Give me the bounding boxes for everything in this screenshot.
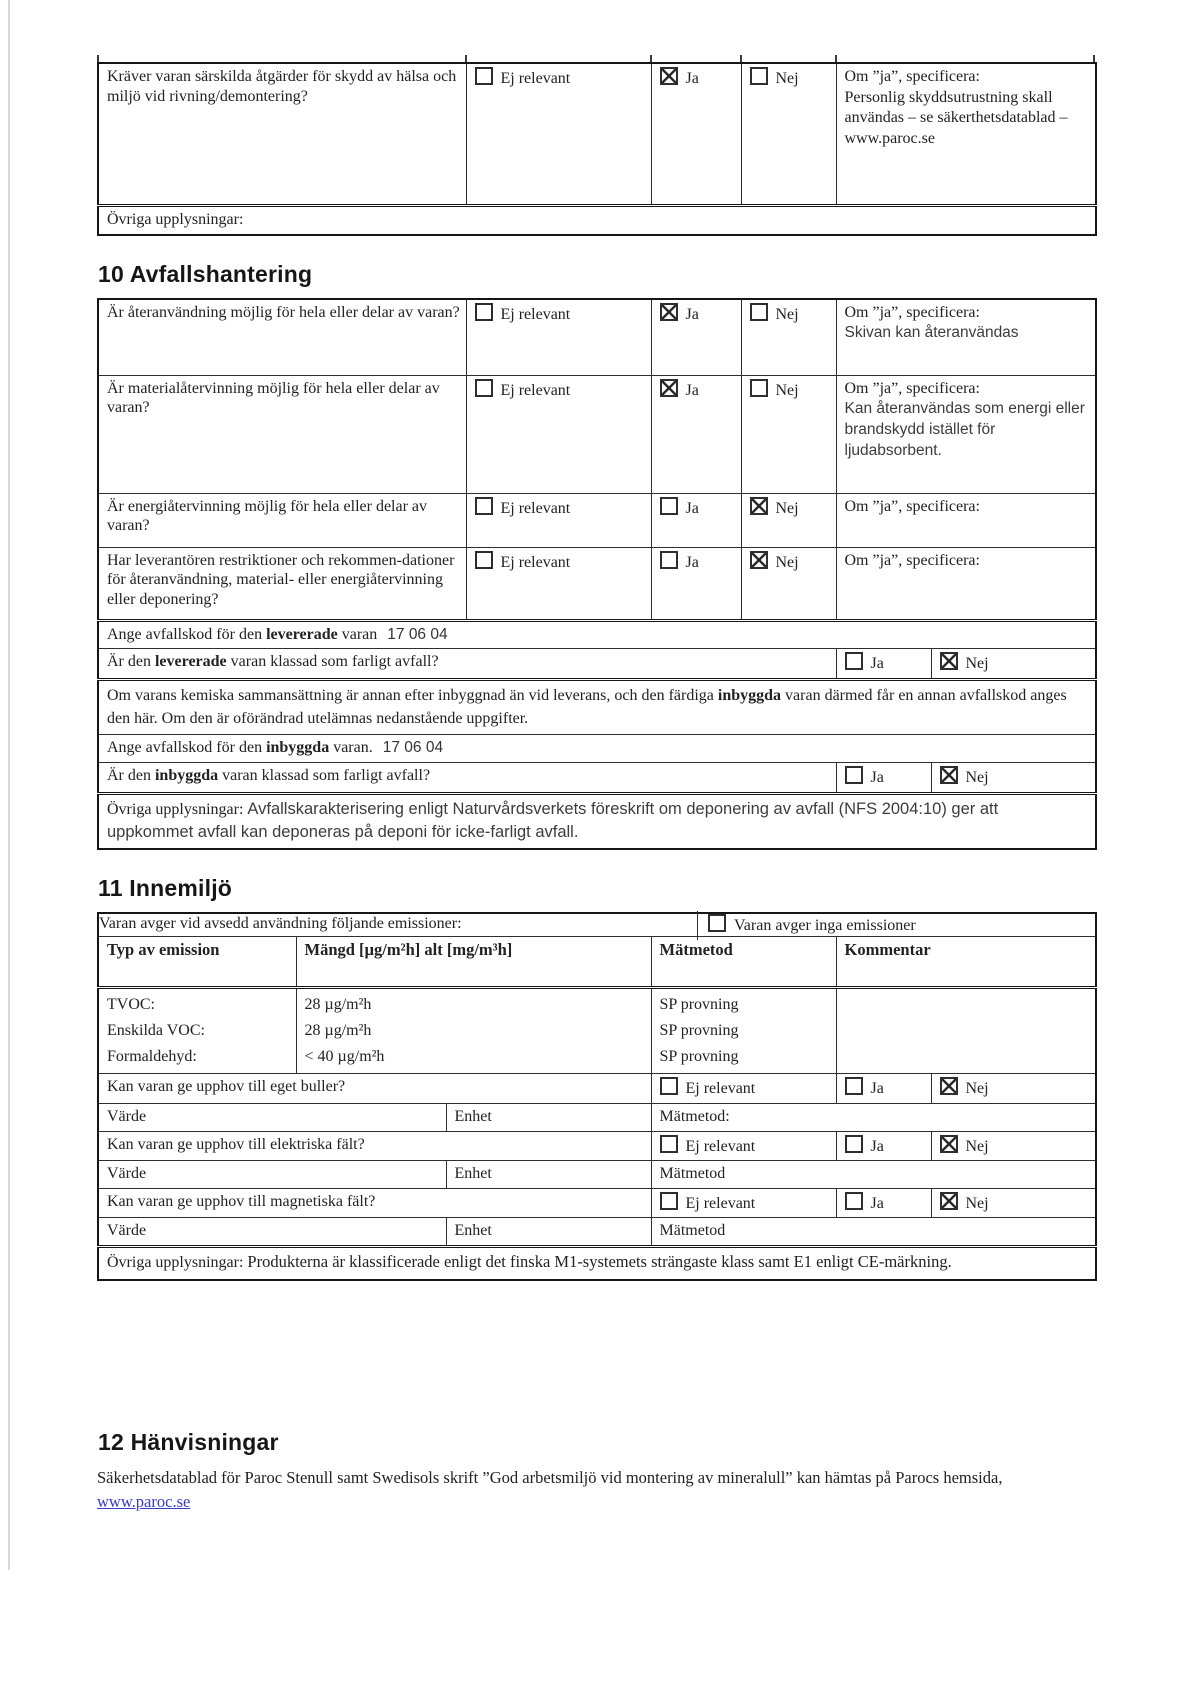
varde-cell: Värde <box>98 1103 446 1131</box>
avfallskod-bold: levererade <box>266 625 338 643</box>
emission-amount: 28 µg/m²h <box>304 995 372 1013</box>
question-text: Kan varan ge upphov till elektriska fält? <box>98 1131 651 1161</box>
ja-label: Ja <box>685 70 699 87</box>
ja-label: Ja <box>870 1080 884 1098</box>
ej-relevant-cell <box>651 1074 836 1104</box>
emission-comment-cell <box>836 987 1096 1074</box>
column-header: Mätmetod <box>651 936 836 987</box>
emission-method-cell <box>651 987 836 1074</box>
section-10-heading: 10 Avfallshantering <box>98 260 313 287</box>
ja-cell <box>651 299 741 376</box>
ej-relevant-cell <box>466 375 651 493</box>
ej-relevant-checkbox[interactable] <box>660 1192 678 1210</box>
ja-checkbox[interactable] <box>845 1192 863 1210</box>
ovriga-upplysningar-cell <box>98 1246 1096 1280</box>
ja-label: Ja <box>685 381 699 399</box>
table-row <box>98 679 1096 734</box>
nej-label: Nej <box>775 553 799 571</box>
emission-type: Formaldehyd: <box>107 1047 197 1065</box>
emission-amount-cell <box>296 987 651 1074</box>
nej-checkbox[interactable] <box>940 1077 958 1095</box>
ja-checkbox[interactable] <box>660 497 678 515</box>
avfallskod-value: 17 06 04 <box>387 625 448 643</box>
enhet-cell: Enhet <box>446 1161 651 1189</box>
ej-relevant-label: Ej relevant <box>500 70 571 87</box>
indoor-environment-table <box>97 912 1097 1280</box>
table-row <box>98 735 1096 763</box>
table-row <box>98 375 1096 493</box>
matmetod-cell: Mätmetod <box>651 1161 1096 1189</box>
answer-text: Kan återanvändas som energi eller brandskydd istället för ljudabsorbent. <box>844 400 1085 459</box>
ej-relevant-label: Ej relevant <box>500 381 571 399</box>
ja-checkbox[interactable] <box>660 551 678 569</box>
ja-checkbox[interactable] <box>845 1135 863 1153</box>
ja-cell <box>836 649 931 680</box>
table-row <box>98 1103 1096 1131</box>
waste-handling-table <box>97 298 1097 851</box>
ja-label: Ja <box>685 305 699 323</box>
table-row <box>98 1218 1096 1247</box>
ja-checkbox[interactable] <box>660 67 678 85</box>
nej-cell <box>931 1188 1096 1218</box>
column-header: Typ av emission <box>98 936 296 987</box>
avfallskod-value: 17 06 04 <box>382 739 444 757</box>
ja-label: Ja <box>685 553 699 571</box>
references-paragraph <box>97 1466 1087 1516</box>
farligt-avfall-question: Är den inbyggda varan klassad som farligt avfall? <box>98 763 836 794</box>
ja-checkbox[interactable] <box>845 652 863 670</box>
avfallskod-text: Ange avfallskod för den <box>107 739 267 757</box>
answer-text: Personlig skyddsutrustning skall användas – se säkerthetsdatablad – www.paroc.se <box>844 88 1068 148</box>
ja-cell <box>651 375 741 493</box>
ej-relevant-label: Ej relevant <box>500 553 571 571</box>
om-ja-label: Om ”ja”, specificera: <box>844 551 980 569</box>
answer-text: Skivan kan återanvändas <box>844 324 1019 342</box>
references-text: Säkerhetsdatablad för Paroc Stenull samt Swedisols skrift ”God arbetsmiljö vid montering av mineralull” kan hämtas på Parocs hemsida, <box>97 1467 1003 1487</box>
avfallskod-text: varan. <box>329 739 373 757</box>
nej-checkbox[interactable] <box>940 652 958 670</box>
chemical-composition-note: Om varans kemiska sammansättning är annan efter inbyggnad än vid leverans, och den färdiga inbyggda varan därmed får en annan avfallskod anges den här. Om den är oförändrad utelämnas nedanstående uppgifter. <box>98 679 1096 734</box>
nej-label: Nej <box>965 769 989 787</box>
ja-label: Ja <box>870 655 884 673</box>
emission-data-row <box>98 987 1096 1074</box>
emission-amount: 28 µg/m²h <box>304 1021 372 1039</box>
ej-relevant-label: Ej relevant <box>685 1137 756 1155</box>
ja-cell <box>651 493 741 547</box>
ja-checkbox[interactable] <box>660 303 678 321</box>
emission-type: TVOC: <box>107 995 155 1013</box>
ej-relevant-cell <box>466 63 651 206</box>
table-row <box>98 206 1096 235</box>
ja-label: Ja <box>870 1194 884 1212</box>
question-text: Är materialåtervinning möjlig för hela eller delar av varan? <box>98 375 466 493</box>
section-11-heading: 11 Innemiljö <box>98 875 233 902</box>
nej-cell <box>931 1131 1096 1161</box>
ej-relevant-checkbox[interactable] <box>475 497 493 515</box>
ej-relevant-checkbox[interactable] <box>475 551 493 569</box>
table-row <box>98 620 1096 649</box>
specify-cell <box>836 493 1096 547</box>
ej-relevant-label: Ej relevant <box>685 1080 756 1098</box>
nej-checkbox[interactable] <box>940 1192 958 1210</box>
table-row <box>98 547 1096 620</box>
avfallskod-levererad-cell <box>98 620 1096 649</box>
table-row <box>98 793 1096 849</box>
table-row <box>98 1131 1096 1161</box>
nej-cell <box>931 1074 1096 1104</box>
ovriga-upplysningar-cell <box>98 793 1096 849</box>
nej-cell <box>741 63 836 206</box>
ja-label: Ja <box>870 1137 884 1155</box>
table-continuation-stubs <box>97 55 1095 62</box>
ja-cell <box>836 763 931 794</box>
demolition-question-table <box>97 62 1097 236</box>
nej-checkbox[interactable] <box>750 379 768 397</box>
nej-checkbox[interactable] <box>750 67 768 85</box>
column-header: Kommentar <box>836 936 1096 987</box>
om-ja-label: Om ”ja”, specificera: <box>844 303 980 321</box>
ej-relevant-cell <box>466 493 651 547</box>
table-row <box>98 1161 1096 1189</box>
table-row <box>98 1074 1096 1104</box>
specify-cell <box>836 375 1096 493</box>
ej-relevant-label: Ej relevant <box>500 499 571 517</box>
emissions-intro-row <box>98 913 1096 936</box>
emission-method: SP provning <box>659 995 739 1013</box>
ja-cell <box>651 547 741 620</box>
ej-relevant-checkbox[interactable] <box>660 1135 678 1153</box>
question-text: Är återanvändning möjlig för hela eller delar av varan? <box>98 299 466 376</box>
specify-cell <box>836 63 1096 206</box>
matmetod-cell: Mätmetod <box>651 1218 1096 1247</box>
specify-cell <box>836 299 1096 376</box>
ja-checkbox[interactable] <box>845 766 863 784</box>
om-ja-label: Om ”ja”, specificera: <box>844 68 980 85</box>
nej-checkbox[interactable] <box>750 497 768 515</box>
avfallskod-bold: inbyggda <box>266 739 330 757</box>
nej-cell <box>741 375 836 493</box>
ej-relevant-checkbox[interactable] <box>660 1077 678 1095</box>
emission-method: SP provning <box>659 1021 739 1039</box>
ja-cell <box>836 1074 931 1104</box>
table-header-row <box>98 936 1096 987</box>
enhet-cell: Enhet <box>446 1218 651 1247</box>
nej-checkbox[interactable] <box>750 551 768 569</box>
table-row <box>98 913 1096 936</box>
table-row <box>98 649 1096 680</box>
page-content <box>97 0 1095 1515</box>
nej-label: Nej <box>775 70 799 87</box>
ej-relevant-cell <box>466 299 651 376</box>
ej-relevant-cell <box>466 547 651 620</box>
enhet-cell: Enhet <box>446 1103 651 1131</box>
emission-amount: < 40 µg/m²h <box>304 1047 385 1065</box>
emission-type-cell <box>98 987 296 1074</box>
avfallskod-inbyggd-cell <box>98 735 1096 763</box>
ej-relevant-checkbox[interactable] <box>475 379 493 397</box>
ej-relevant-cell <box>651 1188 836 1218</box>
table-row <box>98 763 1096 794</box>
question-text: Kan varan ge upphov till magnetiska fält? <box>98 1188 651 1218</box>
nej-cell <box>741 493 836 547</box>
avfallskod-text: Ange avfallskod för den <box>107 625 267 643</box>
ja-checkbox[interactable] <box>660 379 678 397</box>
table-row <box>98 493 1096 547</box>
column-header: Mängd [µg/m²h] alt [mg/m³h] <box>296 936 651 987</box>
table-row <box>98 1188 1096 1218</box>
scan-artifact-line <box>8 0 10 1570</box>
ja-cell <box>836 1188 931 1218</box>
nej-cell <box>741 547 836 620</box>
emission-method: SP provning <box>659 1047 739 1065</box>
ja-label: Ja <box>870 769 884 787</box>
section-12-heading: 12 Hänvisningar <box>98 1428 279 1455</box>
ovriga-upplysningar-label: Övriga upplysningar: <box>107 800 244 818</box>
paroc-website-link[interactable]: www.paroc.se <box>97 1492 191 1512</box>
ovriga-upplysningar-answer: Produkterna är klassificerade enligt det finska M1-systemets strängaste klass samt E1 enligt CE-märkning. <box>247 1251 952 1271</box>
ej-relevant-label: Ej relevant <box>685 1194 756 1212</box>
varde-cell: Värde <box>98 1218 446 1247</box>
ja-checkbox[interactable] <box>845 1077 863 1095</box>
nej-checkbox[interactable] <box>940 766 958 784</box>
nej-label: Nej <box>775 381 799 399</box>
farligt-avfall-question: Är den levererade varan klassad som farligt avfall? <box>98 649 836 680</box>
nej-cell <box>741 299 836 376</box>
nej-cell <box>931 763 1096 794</box>
nej-checkbox[interactable] <box>750 303 768 321</box>
ovriga-upplysningar-answer: Avfallskarakterisering enligt Naturvårdsverkets föreskrift om deponering av avfall (NFS 2004:10) ger att uppkommet avfall kan deponeras på deponi för icke-farligt avfall. <box>107 799 999 841</box>
no-emissions-label: Varan avger inga emissioner <box>734 917 916 935</box>
question-text: Har leverantören restriktioner och rekommen-dationer för återanvändning, material- eller energiåtervinning eller deponering? <box>98 547 466 620</box>
nej-label: Nej <box>965 1194 989 1212</box>
ovriga-upplysningar-label: Övriga upplysningar: <box>107 211 244 228</box>
nej-cell <box>931 649 1096 680</box>
nej-label: Nej <box>965 1137 989 1155</box>
ovriga-upplysningar-cell <box>98 206 1096 235</box>
table-row <box>98 299 1096 376</box>
nej-checkbox[interactable] <box>940 1135 958 1153</box>
ej-relevant-checkbox[interactable] <box>475 303 493 321</box>
nej-label: Nej <box>965 655 989 673</box>
question-text: Kräver varan särskilda åtgärder för skydd av hälsa och miljö vid rivning/demontering? <box>98 63 466 206</box>
om-ja-label: Om ”ja”, specificera: <box>844 379 980 397</box>
nej-label: Nej <box>775 305 799 323</box>
matmetod-cell: Mätmetod: <box>651 1103 1096 1131</box>
ej-relevant-checkbox[interactable] <box>475 67 493 85</box>
table-row <box>98 1246 1096 1280</box>
specify-cell <box>836 547 1096 620</box>
avfallskod-text: varan <box>337 625 378 643</box>
nej-label: Nej <box>965 1080 989 1098</box>
ja-cell <box>651 63 741 206</box>
question-text: Kan varan ge upphov till eget buller? <box>98 1074 651 1104</box>
no-emissions-checkbox[interactable] <box>708 914 726 932</box>
ja-cell <box>836 1131 931 1161</box>
nej-label: Nej <box>775 499 799 517</box>
ja-label: Ja <box>685 499 699 517</box>
ej-relevant-cell <box>651 1131 836 1161</box>
emissions-intro-text: Varan avger vid avsedd användning följande emissioner: <box>99 915 462 933</box>
om-ja-label: Om ”ja”, specificera: <box>844 497 980 515</box>
table-row <box>98 63 1096 206</box>
ovriga-upplysningar-label: Övriga upplysningar: <box>107 1253 244 1271</box>
varde-cell: Värde <box>98 1161 446 1189</box>
question-text: Är energiåtervinning möjlig för hela eller delar av varan? <box>98 493 466 547</box>
no-emissions-cell <box>697 911 1103 940</box>
emission-type: Enskilda VOC: <box>107 1021 205 1039</box>
ej-relevant-label: Ej relevant <box>500 305 571 323</box>
